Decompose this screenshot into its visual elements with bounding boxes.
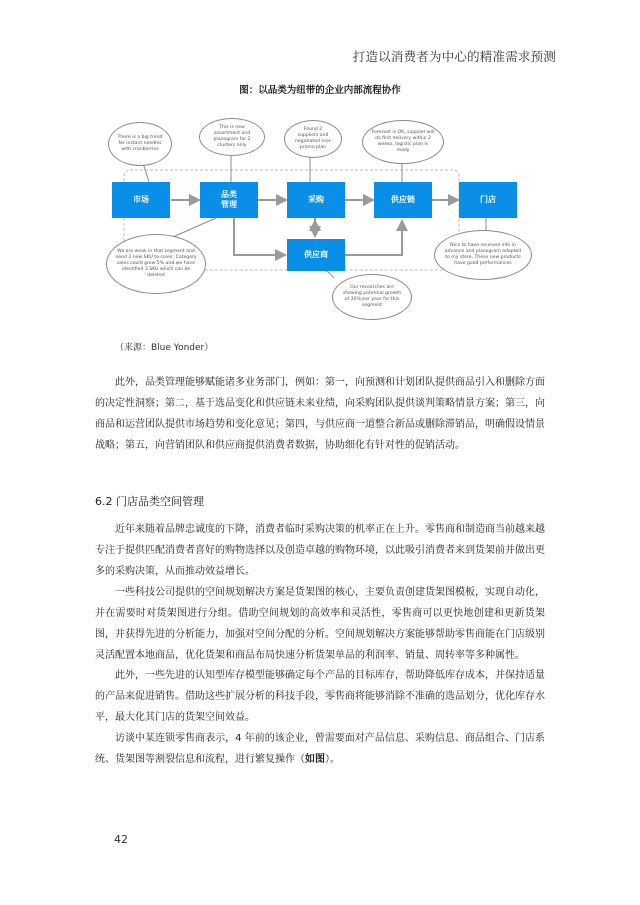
- bubble-market-trend: There is a big trend for instant noodles with cranberries: [108, 122, 172, 166]
- paragraph-interview: [95, 728, 545, 770]
- bubble-store-feedback: Nice to have received info in advance and planogram adapted to my store. These new products have good performances: [434, 230, 532, 280]
- interview-text: 访谈中某连锁零售商表示，4 年前的该企业，曾需要面对产品信息、采购信息、商品组合、门店系统、货架图等割裂信息和流程，进行繁复操作（: [95, 733, 545, 765]
- running-header: 打造以消费者为中心的精准需求预测: [352, 49, 556, 64]
- box-market: 市场: [112, 182, 170, 218]
- section-heading: 6.2 门店品类空间管理: [95, 495, 204, 508]
- interview-text-end: ）。: [325, 754, 340, 765]
- box-category-management: [200, 182, 258, 218]
- box-category-line2: 管理: [221, 200, 237, 209]
- paragraph-brand-loyalty: 近年来随着品牌忠诚度的下降，消费者临时采购决策的机率正在上升。零售商和制造商当前越来越专注于提供匹配消费者喜好的购物选择以及创造卓越的购物环境，以此吸引消费者来到货架前并做出更多的采购决策，从而推动效益增长。: [95, 524, 545, 577]
- bubble-tail-6: [326, 270, 334, 278]
- box-supplier: 供应商: [287, 239, 345, 271]
- bubble-forecast: Forecast is OK, supplier will do first delivery within 2 weeks, logistic plan is ready: [362, 120, 444, 164]
- process-diagram: [104, 118, 544, 323]
- bubble-new-assortment: This is new assortment and planogram for 2 clusters only: [199, 118, 265, 156]
- bubble-research-growth: Our researches are showing potential growth of 30% per year for this segment: [332, 274, 412, 320]
- paragraph-space-planning: 一些科技公司提供的空间规划解决方案是货架图的核心，主要负责创建货架图模板，实现自动化，并在需要时对货架图进行分组。借助空间规划的高效率和灵活性，零售商可以更快地创建和更新货架图，并获得先进的分析能力，加强对空间分配的分析。空间规划解决方案能够帮助零售商能在门店级别灵活配置本地商品，优化货架和商品布局快速分析货架单品的利润率、销量、周转率等多种属性。: [95, 587, 545, 661]
- paragraph-category-benefits: 此外，品类管理能够赋能诸多业务部门，例如：第一，向预测和计划团队提供商品引入和删除方面的决定性洞察；第二，基于选品变化和供应链未来业绩，向采购团队提供谈判策略情景方案；第三，向商品和运营团队提供市场趋势和变化意见；第四，与供应商一道整合新品或删除滞销品，明确假设情景战略；第五，向营销团队和供应商提供消费者数据，协助细化有针对性的促销活动。: [95, 377, 545, 451]
- bubble-weak-segment: We are weak in that segment and need 2 new SKU to cover. Category sales could grow 5% and we have identified 3 SKU which can be deleted: [106, 234, 206, 294]
- box-store: 门店: [459, 182, 517, 218]
- box-category-line1: 品类: [221, 190, 237, 199]
- paragraph-inventory-model: 此外，一些先进的认知型库存模型能够确定每个产品的目标库存，帮助降低库存成本，并保持适量的产品来促进销售。借助这些扩展分析的科技手段，零售商将能够消除不准确的选品划分，优化库存水平，最大化其门店的货架空间效益。: [95, 670, 545, 723]
- page-number: 42: [114, 833, 128, 846]
- interview-figure-ref: 如图: [305, 754, 325, 765]
- bubble-suppliers-found: Found 2 suppliers and negotiated nice promo plan: [284, 120, 342, 158]
- figure-title: 图：以品类为纽带的企业内部流程协作: [239, 85, 401, 96]
- arrow-category-supplier: [234, 218, 285, 255]
- figure-source: （来源：Blue Yonder）: [115, 343, 214, 353]
- arrow-supplier-supply: [345, 221, 402, 255]
- box-procurement: 采购: [287, 182, 345, 218]
- box-supply-chain: 供应链: [374, 182, 432, 218]
